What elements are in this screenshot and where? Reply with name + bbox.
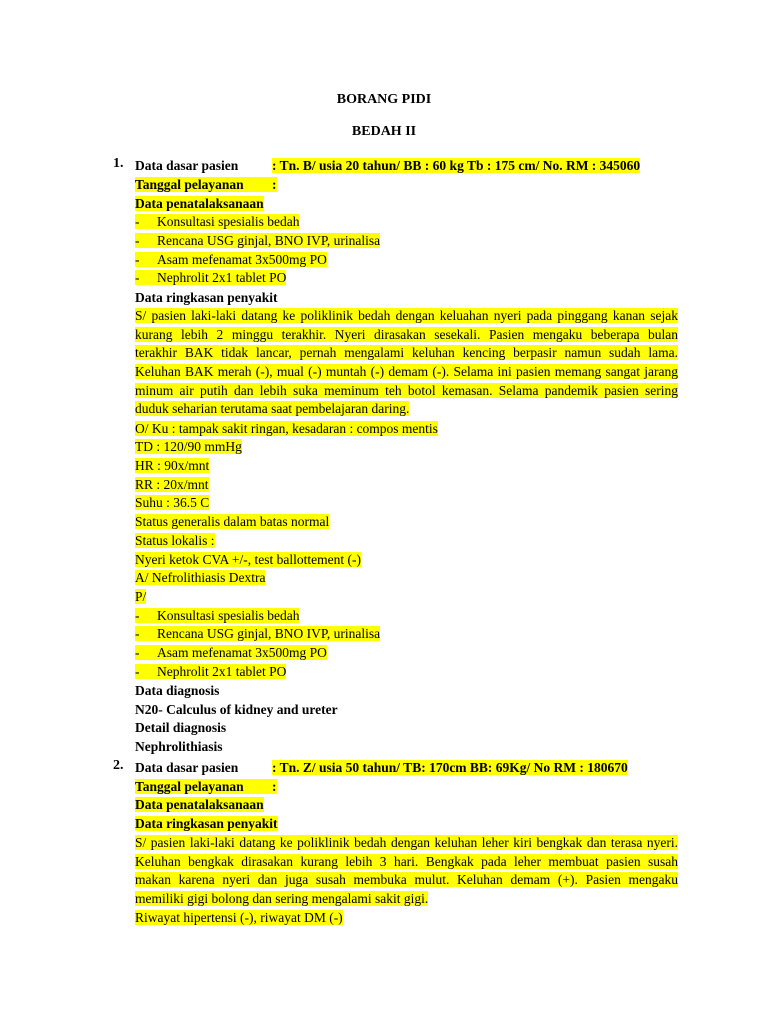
penatalaksanaan-item: - Nephrolit 2x1 tablet PO [135, 270, 287, 285]
ringkasan-heading: Data ringkasan penyakit [135, 816, 278, 831]
case-1-number: 1. [113, 156, 124, 171]
objective-line: TD : 120/90 mmHg [135, 439, 242, 454]
assessment-line: A/ Nefrolithiasis Dextra [135, 570, 266, 585]
case-1-data-dasar [135, 157, 640, 175]
plan-item: - Konsultasi spesialis bedah [135, 608, 300, 623]
tanggal-label: Tanggal pelayanan : [135, 779, 277, 794]
data-dasar-label: Data dasar pasien [135, 760, 239, 775]
objective-line: HR : 90x/mnt [135, 458, 210, 473]
penatalaksanaan-heading: Data penatalaksanaan [135, 797, 264, 812]
document-title: BORANG PIDI [336, 92, 432, 107]
penatalaksanaan-heading: Data penatalaksanaan [135, 196, 264, 211]
diagnosis-value: N20- Calculus of kidney and ureter [135, 702, 338, 717]
penatalaksanaan-item: - Asam mefenamat 3x500mg PO [135, 252, 327, 267]
plan-line: P/ [135, 589, 147, 604]
objective-line: Nyeri ketok CVA +/-, test ballottement (-) [135, 552, 361, 567]
ringkasan-paragraph: S/ pasien laki-laki datang ke poliklinik bedah dengan keluahan nyeri pada pinggang kanan sejak kurang lebih 2 minggu terakhir. Nyeri dirasakan sesekali. Pasien mengaku beberapa bulan terakhir BAK tidak lancar, pernah mengalami keluhan kencing berpasir namun sudah lama. Keluhan BAK merah (-), mual (-) muntah (-) demam (-). Selama ini pasien memang sangat jarang minum air putih dan lebih suka meminum teh botol kemasan. Selama pandemik pasien sering duduk seharian terutama saat pembelajaran daring. [135, 308, 678, 417]
objective-line: O/ Ku : tampak sakit ringan, kesadaran : compos mentis [135, 421, 438, 436]
data-dasar-label: Data dasar pasien [135, 158, 239, 173]
penatalaksanaan-item: - Konsultasi spesialis bedah [135, 214, 300, 229]
penatalaksanaan-item: - Rencana USG ginjal, BNO IVP, urinalisa [135, 233, 381, 248]
case-2-data-dasar [135, 759, 628, 777]
plan-item: - Rencana USG ginjal, BNO IVP, urinalisa [135, 626, 381, 641]
objective-line: Status generalis dalam batas normal [135, 514, 330, 529]
riwayat-line: Riwayat hipertensi (-), riwayat DM (-) [135, 910, 343, 925]
ringkasan-paragraph: S/ pasien laki-laki datang ke poliklinik bedah dengan keluhan leher kiri bengkak dan terasa nyeri. Keluhan bengkak dirasakan kurang lebih 3 hari. Bengkak pada leher membuat pasien susah makan karena nyeri dan juga susah membuka mulut. Keluhan demam (+). Pasien mengaku memiliki gigi bolong dan sering mengalami sakit gigi. [135, 835, 678, 907]
diagnosis-heading: Data diagnosis [135, 683, 220, 698]
document-subtitle: BEDAH II [351, 124, 417, 139]
case-2-tanggal [135, 778, 277, 796]
detail-diagnosis-heading: Detail diagnosis [135, 720, 227, 735]
plan-item: - Nephrolit 2x1 tablet PO [135, 664, 287, 679]
data-dasar-value: : Tn. B/ usia 20 tahun/ BB : 60 kg Tb : 175 cm/ No. RM : 345060 [272, 158, 641, 173]
plan-item: - Asam mefenamat 3x500mg PO [135, 645, 327, 660]
case-2-number: 2. [113, 758, 124, 773]
case-1-tanggal [135, 176, 277, 194]
ringkasan-heading: Data ringkasan penyakit [135, 290, 278, 305]
data-dasar-value: : Tn. Z/ usia 50 tahun/ TB: 170cm BB: 69Kg/ No RM : 180670 [272, 760, 628, 775]
detail-diagnosis-value: Nephrolithiasis [135, 739, 223, 754]
objective-line: RR : 20x/mnt [135, 477, 209, 492]
tanggal-label: Tanggal pelayanan : [135, 177, 277, 192]
objective-line: Suhu : 36.5 C [135, 495, 210, 510]
objective-line: Status lokalis : [135, 533, 215, 548]
